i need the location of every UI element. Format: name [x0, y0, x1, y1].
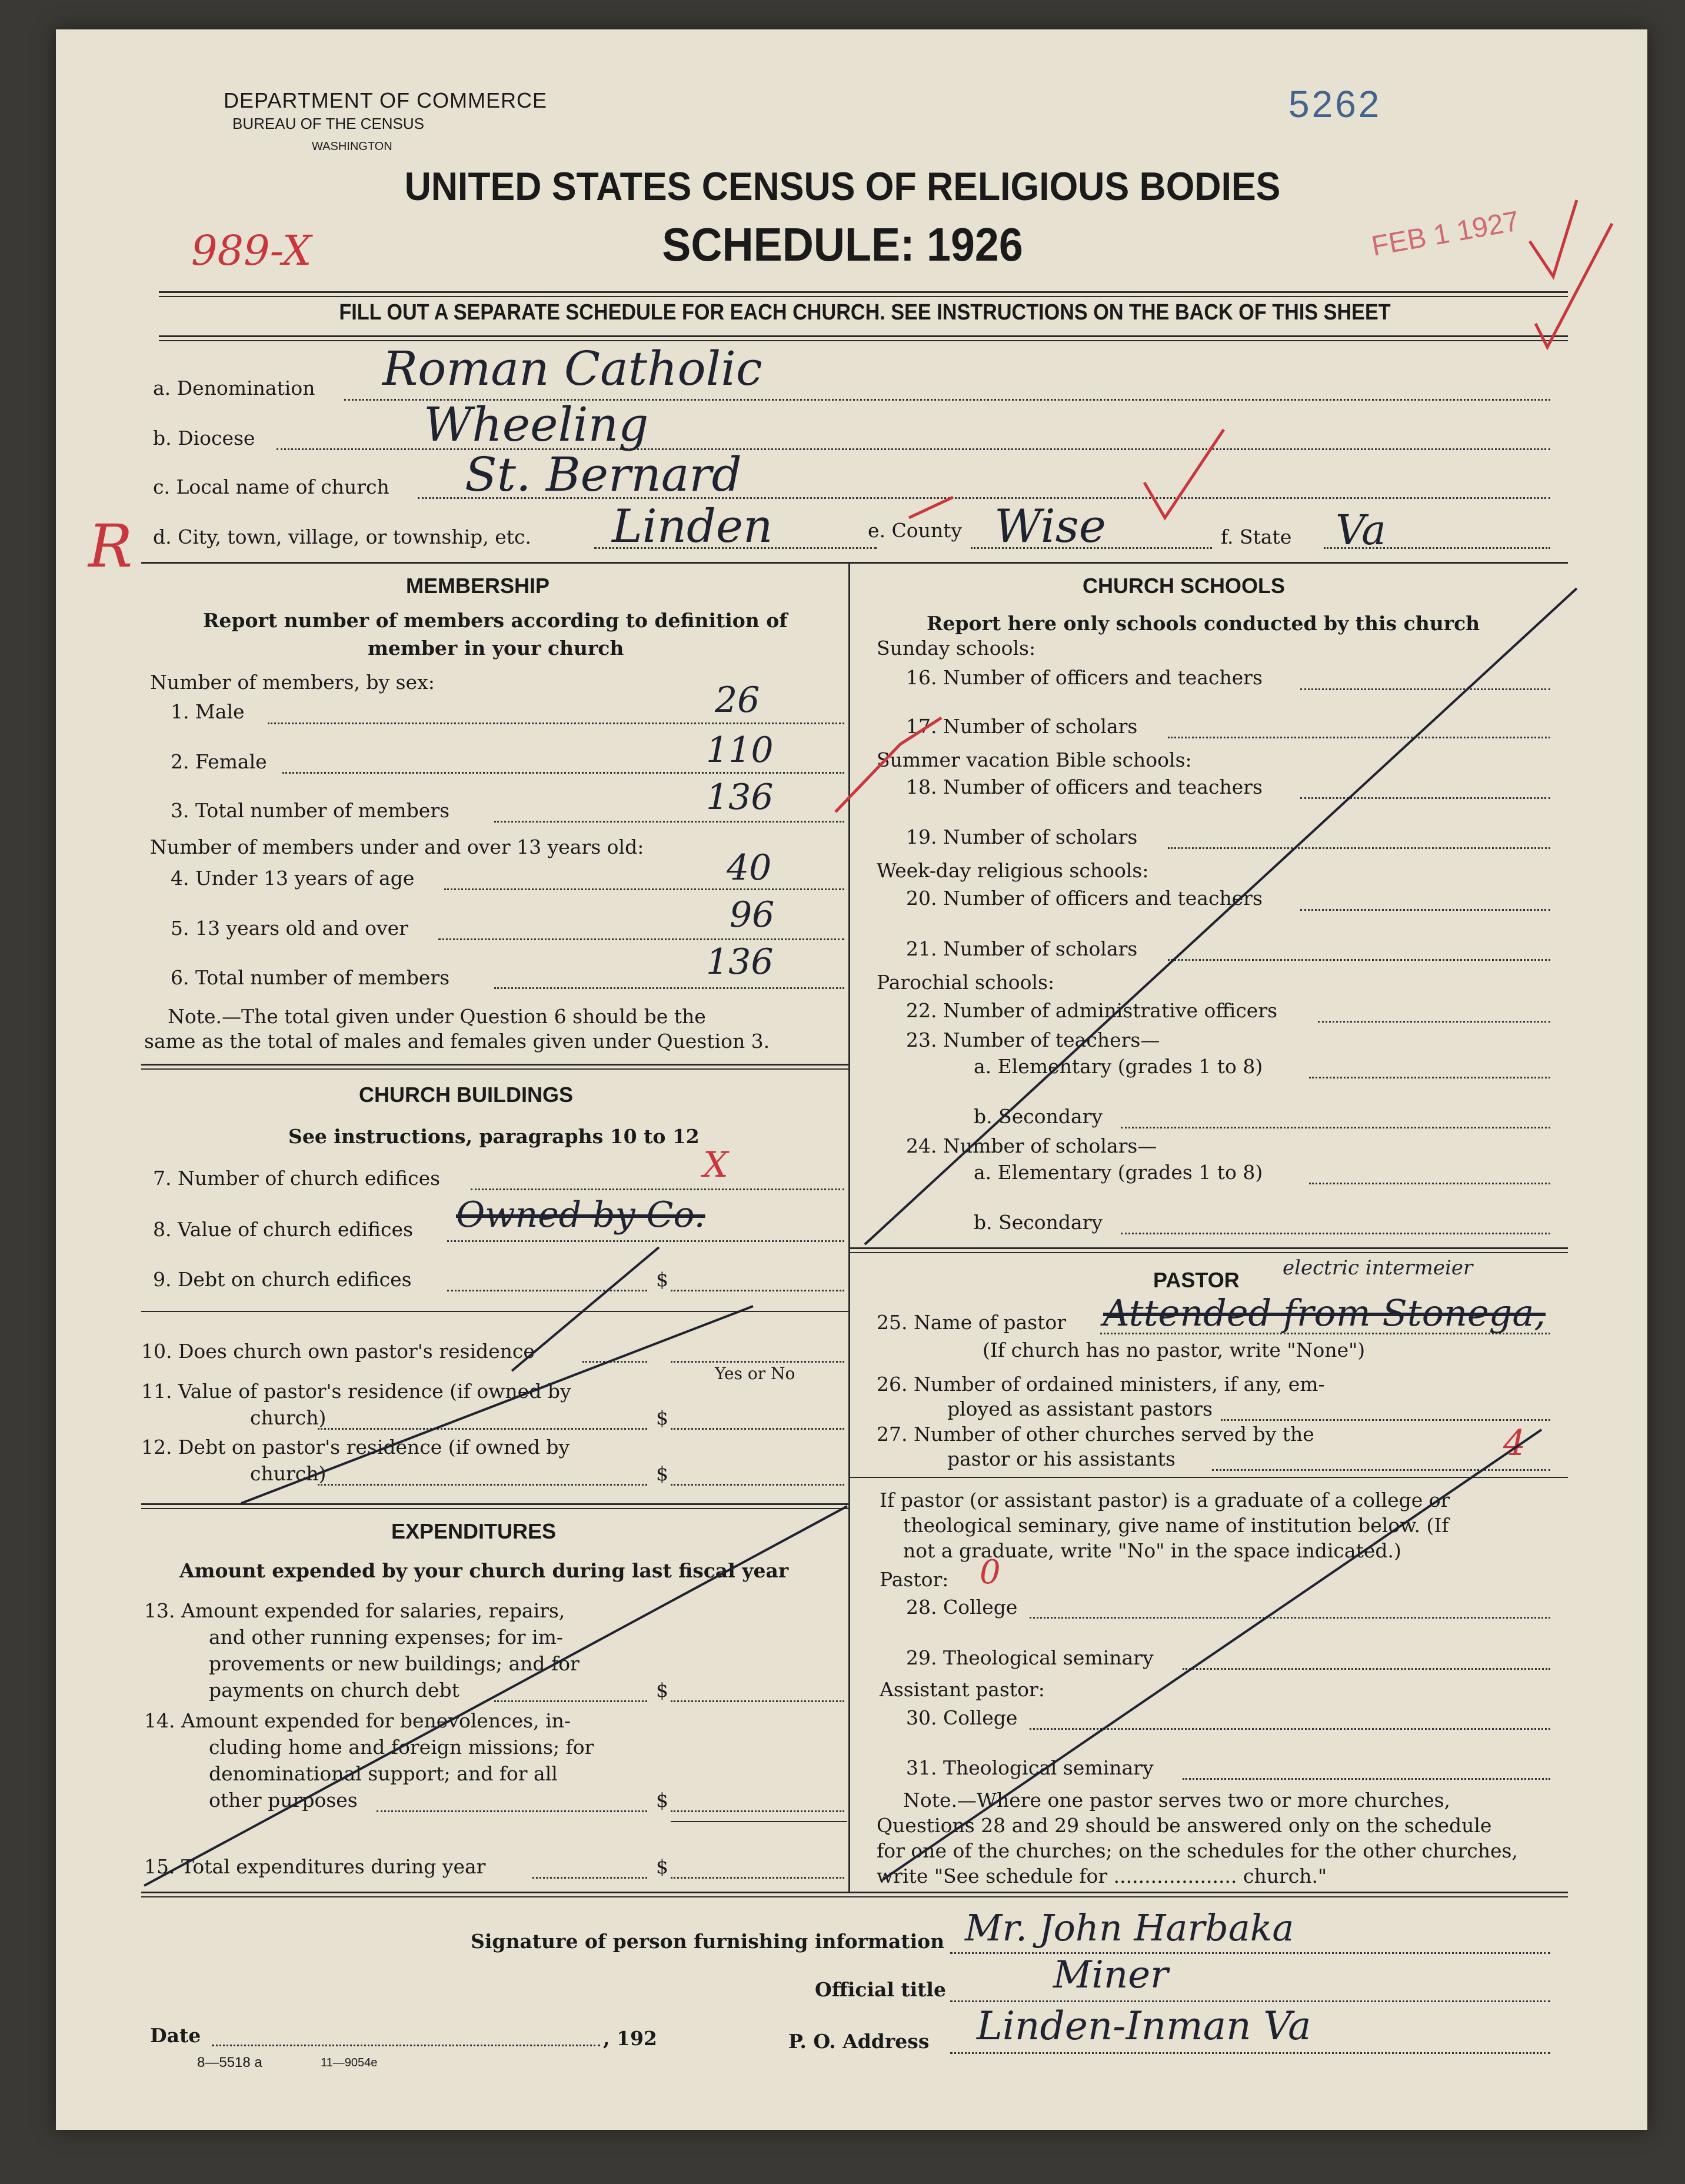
q21-label: 21. Number of scholars — [906, 937, 1138, 960]
bureau-city: WASHINGTON — [312, 140, 392, 153]
weekday-label: Week-day religious schools: — [877, 859, 1149, 882]
q5-answer: 96 — [730, 894, 775, 935]
dollar-sign: $ — [656, 1268, 668, 1291]
fillout-instruction: FILL OUT A SEPARATE SCHEDULE FOR EACH CHURCH. SEE INSTRUCTIONS ON THE BACK OF THIS SHEET — [339, 300, 1391, 325]
q1-answer: 26 — [715, 680, 760, 721]
dollar-sign: $ — [656, 1406, 668, 1429]
denomination-value: Roman Catholic — [382, 341, 762, 396]
received-stamp: FEB 1 1927 — [1369, 205, 1522, 262]
date-label: Date — [150, 2024, 201, 2047]
q14-label: cluding home and foreign missions; for — [209, 1736, 594, 1759]
q10-label: 10. Does church own pastor's residence — [141, 1340, 535, 1363]
schools-strike-line — [865, 588, 1577, 1244]
q20-label: 20. Number of officers and teachers — [906, 887, 1263, 910]
buildings-sub: See instructions, paragraphs 10 to 12 — [288, 1125, 700, 1148]
q13-label: payments on church debt — [209, 1679, 459, 1702]
q19-label: 19. Number of scholars — [906, 825, 1138, 848]
city-value: Linden — [612, 500, 773, 553]
pastor-note: Questions 28 and 29 should be answered only on the schedule — [877, 1814, 1492, 1837]
state-label: f. State — [1221, 525, 1292, 548]
q28-label: 28. College — [906, 1596, 1018, 1619]
q3-label: 3. Total number of members — [171, 799, 450, 822]
membership-note: same as the total of males and females given under Question 3. — [144, 1030, 770, 1053]
membership-intro: Report number of members according to definition of — [203, 609, 788, 632]
po-address-value: Linden-Inman Va — [977, 2003, 1311, 2049]
schools-sub: Report here only schools conducted by this church — [927, 612, 1480, 635]
county-label: e. County — [868, 519, 963, 542]
denomination-label: a. Denomination — [153, 377, 315, 399]
q12-label: church) — [250, 1462, 327, 1485]
q24b-label: b. Secondary — [974, 1211, 1103, 1234]
sunday-label: Sunday schools: — [877, 637, 1036, 660]
print-number: 11—9054e — [321, 2056, 378, 2069]
q6-answer: 136 — [706, 941, 774, 983]
q15-label: 15. Total expenditures during year — [144, 1855, 486, 1878]
q2-label: 2. Female — [171, 750, 267, 773]
local-name-value: St. Bernard — [465, 447, 742, 502]
debt-strike-line — [512, 1247, 659, 1371]
by-sex-label: Number of members, by sex: — [150, 671, 435, 694]
graduate-instruction: If pastor (or assistant pastor) is a graduate of a college or — [880, 1489, 1450, 1512]
dollar-sign: $ — [656, 1679, 668, 1702]
dollar-sign: $ — [656, 1462, 668, 1485]
membership-intro: member in your church — [368, 637, 624, 660]
pastor-label: Pastor: — [880, 1568, 949, 1591]
assistant-label: Assistant pastor: — [880, 1678, 1045, 1701]
check-mark — [835, 718, 941, 812]
membership-heading: MEMBERSHIP — [406, 574, 550, 598]
q3-answer: 136 — [706, 777, 774, 818]
summer-label: Summer vacation Bible schools: — [877, 748, 1192, 771]
department-name: DEPARTMENT OF COMMERCE — [224, 88, 548, 112]
q26-label: 26. Number of ordained ministers, if any, em- — [877, 1373, 1325, 1396]
q5-label: 5. 13 years old and over — [171, 917, 408, 940]
yes-no-hint: Yes or No — [715, 1364, 795, 1383]
q25-label: 25. Name of pastor — [877, 1311, 1067, 1334]
q23b-label: b. Secondary — [974, 1105, 1103, 1128]
pastor-heading: PASTOR — [1153, 1268, 1240, 1292]
signature-label: Signature of person furnishing information — [471, 1930, 945, 1953]
q29-label: 29. Theological seminary — [906, 1646, 1154, 1669]
parochial-label: Parochial schools: — [877, 971, 1055, 994]
official-title-label: Official title — [815, 1978, 946, 2001]
q31-label: 31. Theological seminary — [906, 1756, 1154, 1779]
date-year-suffix: , 192 — [603, 2027, 657, 2050]
q26-label: ployed as assistant pastors — [947, 1397, 1213, 1420]
form-number: 8—5518 a — [197, 2055, 262, 2070]
q7-answer: X — [703, 1144, 728, 1186]
q6-label: 6. Total number of members — [171, 966, 450, 989]
check-mark — [1530, 200, 1577, 277]
expenditures-sub: Amount expended by your church during last fiscal year — [179, 1559, 789, 1582]
county-value: Wise — [994, 500, 1106, 553]
q13-label: and other running expenses; for im- — [209, 1626, 564, 1649]
serial-number: 5262 — [1288, 83, 1382, 125]
q25-note: (If church has no pastor, write "None") — [983, 1339, 1366, 1361]
q23-label: 23. Number of teachers— — [906, 1028, 1160, 1051]
dollar-sign: $ — [656, 1789, 668, 1812]
margin-mark: R — [88, 512, 133, 581]
local-name-label: c. Local name of church — [153, 475, 389, 498]
pastor-note: for one of the churches; on the schedules for the other churches, — [877, 1839, 1518, 1862]
signature-value: Mr. John Harbaka — [965, 1906, 1294, 1949]
q27-label: pastor or his assistants — [947, 1447, 1175, 1470]
q18-label: 18. Number of officers and teachers — [906, 775, 1263, 798]
expenditures-heading: EXPENDITURES — [391, 1519, 557, 1543]
q27-answer: 4 — [1503, 1423, 1526, 1464]
q4-answer: 40 — [727, 847, 772, 888]
q13-label: provements or new buildings; and for — [209, 1652, 580, 1675]
q23a-label: a. Elementary (grades 1 to 8) — [974, 1055, 1263, 1078]
check-mark — [909, 497, 953, 518]
expenditures-strike-line — [144, 1506, 847, 1886]
q16-label: 16. Number of officers and teachers — [906, 666, 1263, 689]
q22-label: 22. Number of administrative officers — [906, 999, 1278, 1022]
official-title-value: Miner — [1053, 1953, 1168, 1997]
q12-label: 12. Debt on pastor's residence (if owned by — [141, 1436, 570, 1459]
q14-label: 14. Amount expended for benevolences, in- — [144, 1709, 571, 1732]
state-value: Va — [1336, 506, 1386, 554]
schedule-title: SCHEDULE: 1926 — [662, 218, 1023, 271]
buildings-strike-line — [241, 1306, 753, 1503]
diocese-value: Wheeling — [424, 397, 649, 452]
q11-label: 11. Value of pastor's residence (if owned by — [141, 1380, 571, 1403]
q7-label: 7. Number of church edifices — [153, 1167, 441, 1190]
q30-label: 30. College — [906, 1706, 1018, 1729]
q25-answer: Attended from Stonega, — [1103, 1291, 1546, 1334]
pastor-strike-line — [883, 1430, 1541, 1880]
dollar-sign: $ — [656, 1855, 668, 1878]
q9-label: 9. Debt on church edifices — [153, 1268, 412, 1291]
q1-label: 1. Male — [171, 700, 245, 723]
graduate-instruction: theological seminary, give name of institution below. (If — [903, 1514, 1449, 1537]
q14-label: denominational support; and for all — [209, 1762, 558, 1785]
pastor-note: Note.—Where one pastor serves two or more churches, — [903, 1789, 1451, 1812]
check-mark — [1536, 224, 1612, 347]
by-age-label: Number of members under and over 13 years old: — [150, 835, 644, 858]
q8-answer: Owned by Co. — [456, 1194, 705, 1236]
q4-label: 4. Under 13 years of age — [171, 867, 415, 890]
q2-answer: 110 — [706, 730, 774, 771]
q27-label: 27. Number of other churches served by the — [877, 1423, 1314, 1446]
pastor-note-handwritten: electric intermeier — [1283, 1256, 1473, 1280]
diocese-label: b. Diocese — [153, 427, 255, 450]
pastor-answer: 0 — [980, 1553, 1001, 1592]
pastor-note: write "See schedule for .................... church." — [877, 1865, 1327, 1887]
q13-label: 13. Amount expended for salaries, repairs, — [144, 1599, 565, 1622]
q17-label: 17. Number of scholars — [906, 715, 1138, 738]
po-address-label: P. O. Address — [788, 2030, 930, 2053]
q24a-label: a. Elementary (grades 1 to 8) — [974, 1161, 1263, 1184]
graduate-instruction: not a graduate, write "No" in the space indicated.) — [903, 1539, 1401, 1562]
q14-label: other purposes — [209, 1789, 358, 1812]
bureau-name: BUREAU OF THE CENSUS — [232, 115, 425, 132]
buildings-heading: CHURCH BUILDINGS — [359, 1083, 573, 1107]
schools-heading: CHURCH SCHOOLS — [1083, 574, 1286, 598]
q11-label: church) — [250, 1406, 327, 1429]
q8-label: 8. Value of church edifices — [153, 1218, 414, 1241]
form-title: UNITED STATES CENSUS OF RELIGIOUS BODIES — [404, 164, 1281, 209]
q24-label: 24. Number of scholars— — [906, 1134, 1157, 1157]
city-label: d. City, town, village, or township, etc. — [153, 525, 532, 548]
membership-note: Note.—The total given under Question 6 should be the — [168, 1005, 706, 1028]
check-mark — [1144, 430, 1224, 518]
handwritten-code: 989-X — [191, 227, 312, 275]
